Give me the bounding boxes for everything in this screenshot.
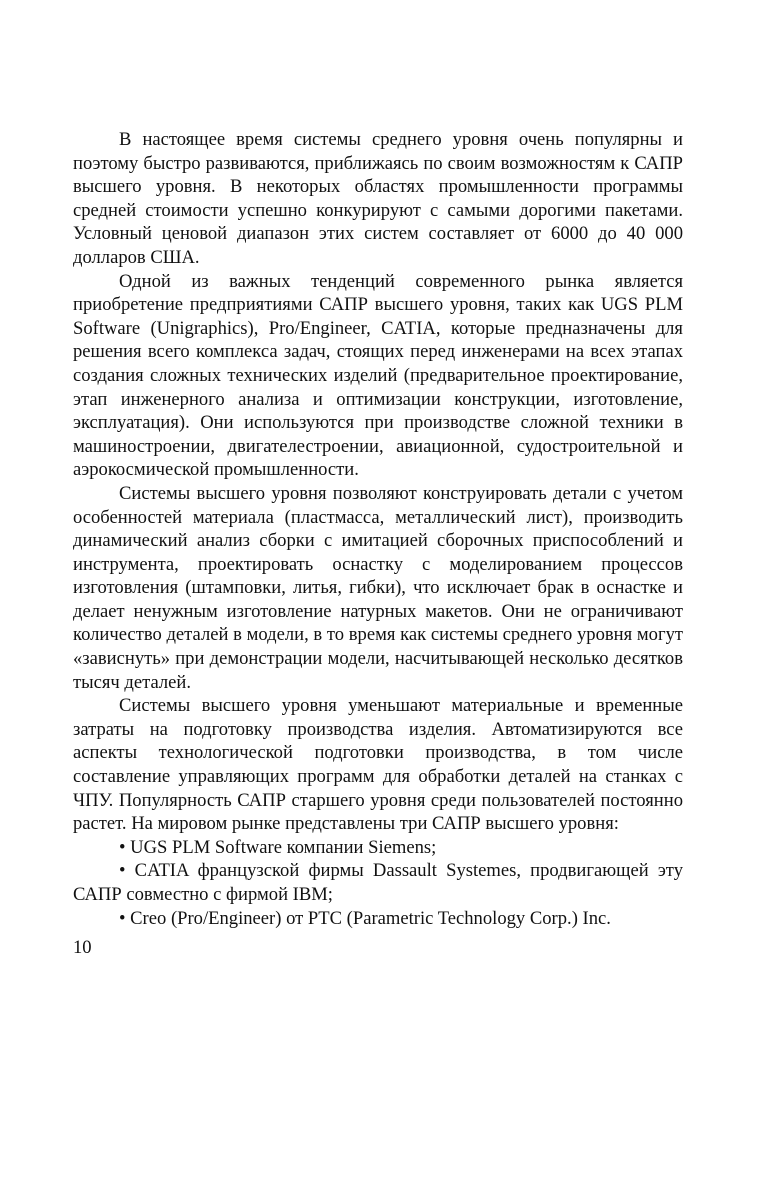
paragraph: Одной из важных тенденций современного рынка является приобретение предприятиями САПР высшего уровня, таких как UGS PLM Software (Unigraphics), Pro/Engineer, CATIA, которые предназначены для решения всего комплекса задач, стоящих перед инженерами на всех этапах создания сложных технических изделий (предварительное проектирование, этап инженерного анализа и оптимизации конструкции, изготовление, эксплуатация). Они используются при производстве сложной техники в машиностроении, двигателестроении, авиационной, судостроительной и аэрокосмической промышленности.	[73, 270, 683, 481]
bullet-item: • CATIA французской фирмы Dassault Systemes, продвигающей эту САПР совместно с фирмой IBM;	[73, 860, 683, 905]
page-number: 10	[73, 937, 92, 959]
paragraph: В настоящее время системы среднего уровня очень популярны и поэтому быстро развиваются, приближаясь по своим возможностям к САПР высшего уровня. В некоторых областях промышленности программы средней стоимости успешно конкурируют с самыми дорогими пакетами. Условный ценовой диапазон этих систем составляет от 6000 до 40 000 долларов США.	[73, 129, 683, 268]
paragraph: Системы высшего уровня уменьшают материальные и временные затраты на подготовку производства изделия. Автоматизируются все аспекты технологической подготовки производства, в том числе составление управляющих программ для обработки деталей на станках с ЧПУ. Популярность САПР старшего уровня среди пользователей постоянно растет. На мировом рынке представлены три САПР высшего уровня:	[73, 695, 683, 835]
bullet-item: • UGS PLM Software компании Siemens;	[119, 836, 437, 858]
document-page	[73, 128, 683, 960]
paragraph: Системы высшего уровня позволяют конструировать детали с учетом особенностей материала (пластмасса, металлический лист), производить динамический анализ сборки с имитацией сборочных приспособлений и инструмента, проектировать оснастку с моделированием процессов изготовления (штамповки, литья, гибки), что исключает брак в оснастке и делает ненужным изготовление натурных макетов. Они не ограничивают количество деталей в модели, в то время как системы среднего уровня могут «зависнуть» при демонстрации модели, насчитывающей несколько десятков тысяч деталей.	[73, 482, 683, 693]
bullet-item: • Creo (Pro/Engineer) от PTC (Parametric Technology Corp.) Inc.	[119, 907, 611, 929]
